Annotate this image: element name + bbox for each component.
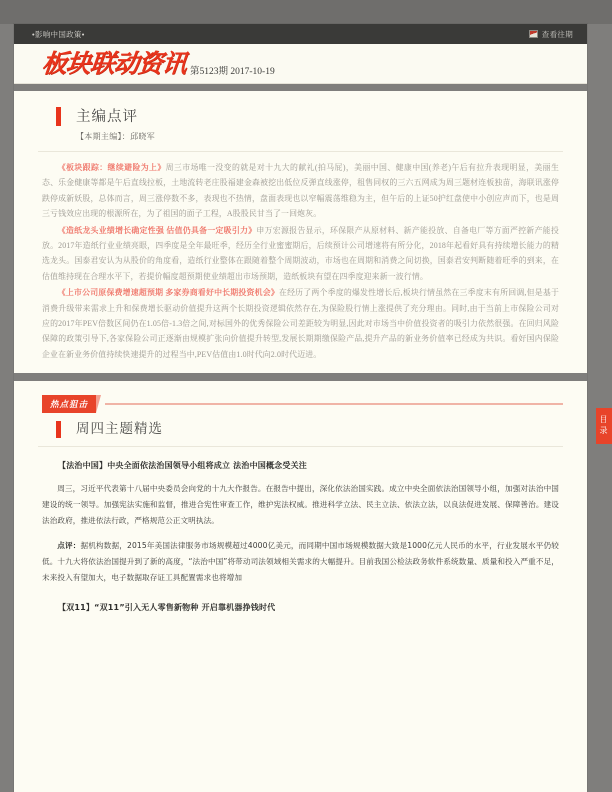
commentary-text: 周三市场唯一没变的就是对十九大的献礼(拍马屁)，美丽中国、健康中国(养老)午后有拉升表现明显，美丽生态、乐金健康等都是午后直线拉板，土地流转老庄股福建金森被挖出低位反弹直线涨停，租售同权的三六五网成为周三题材连板独苗，海联讯涨停跌停成新妖股，总体而言，周三涨停数不多，表现也不热情，盘面表现也以窄幅震荡维稳为主，但午后的上证50护红盘使中小创应声而下，也是周三亏钱效应出现的根源所在，为了祖国的面子工程，A股股民甘当了一回炮灰。 xyxy=(42,163,560,219)
article-item xyxy=(38,460,563,614)
article-comment xyxy=(42,538,559,587)
hot-topics-header xyxy=(38,395,563,413)
masthead xyxy=(14,44,587,84)
issue-number-date: 第5123期 2017-10-19 xyxy=(190,67,275,77)
comment-label: 点评： xyxy=(57,540,81,550)
view-archive-button[interactable] xyxy=(529,29,573,40)
commentary-title[interactable]: 《造纸龙头业绩增长确定性强 估值仍具备一定吸引力》 xyxy=(57,225,257,235)
editorial-card xyxy=(14,91,587,373)
comment-text: 据机构数据，2015年美国法律服务市场规模超过4000亿美元，而同期中国市场规模数据大致是1000亿元人民币的水平，行业发展水平仍较低。十九大将依法治国提升到了新的高度，“法治中国”将带动司法领域相关需求的大幅提升。目前我国公检法政务软件系统数量、质量和投入严重不足，未来投入有望加大，电子数据取存证工具配置需求也将增加 xyxy=(42,540,559,583)
hot-topics-card xyxy=(14,381,587,623)
commentary-title[interactable]: 《上市公司原保费增速超预期 多家券商看好中长期投资机会》 xyxy=(57,288,279,298)
commentary-title[interactable]: 《板块跟踪：继续避险为上》 xyxy=(57,163,166,172)
editorial-divider xyxy=(38,151,563,152)
article-body: 周三，习近平代表第十八届中央委员会向党的十九大作报告。在报告中提出，深化依法治国实践。成立中央全面依法治国领导小组，加强对法治中国建设的统一领导。加强宪法实施和监督，推进合宪性审查工作，维护宪法权威。推进科学立法、民主立法、依法立法，以良法促进发展、保障善治。建设法治政府，推进依法行政，严格规范公正文明执法。 xyxy=(42,483,559,526)
slogan-text: •影响中国政策• xyxy=(32,29,85,39)
left-gutter xyxy=(0,24,14,792)
badge-rule xyxy=(105,403,563,405)
editor-credit: 【本期主编】：邱晓军 xyxy=(76,132,155,141)
editorial-header xyxy=(38,105,563,142)
commentary-text: 申万宏源报告显示，环保限产从原材料、新产能投放、自备电厂等方面严控新产能投放。2017年造纸行业业绩亮眼，四季度是全年最旺季，经历全行业蜜蜜期后，后续预计公司增速将有所分化，2018年起看好具有持续增长能力的精选龙头。国泰君安认为从股价的角度看，造纸行业整体在跟随着整个周期波动，市场也在周期和消费之间切换，国泰君安判断随着旺季的到来，在估值维持现在合理水平下，若提价幅度超预期使业绩超出市场预期，造纸板块有望在四季度迎来新一波行情。 xyxy=(42,225,559,281)
toc-tab[interactable]: 目录 xyxy=(596,408,612,444)
masthead-divider xyxy=(14,84,587,91)
editorial-body xyxy=(38,160,563,362)
publication-logo[interactable]: 板块联动资讯 xyxy=(40,49,188,78)
archive-icon xyxy=(529,30,538,38)
page-title: 主编点评 xyxy=(76,109,138,125)
topic-header xyxy=(38,417,563,437)
utility-bar xyxy=(14,24,587,44)
commentary-paragraph xyxy=(42,160,559,222)
commentary-text: 在经历了两个季度的爆发性增长后,板块行情虽然在三季度末有所回调,但是基于消费升级带来需求上升和保费增长驱动价值提升这两个长期投资逻辑依然存在,为保险股行情上涨提供了充分理由。同时,由于当前上市保险公司对应的2017年PEV倍数区间仍在1.05倍-1.3倍之间,对标国外的优秀保险公司差距较为明显,因此对市场当中价值投资者的吸引力依然很强。在回归风险保障的政策引导下,各家保险公司正逐渐由规模扩张向价值提升转型,发展长期期缴保险产品,提升产品的新业务价值率已经成为共识。看好国内保险企业在新业务价值持续快速提升的过程当中,PEV估值由1.0时代向2.0时代迈进。 xyxy=(42,288,559,359)
view-archive-label: 查看往期 xyxy=(541,29,573,39)
topic-divider xyxy=(38,446,563,447)
status-badge: 热点狙击 xyxy=(42,395,96,413)
commentary-paragraph xyxy=(42,285,559,362)
commentary-paragraph xyxy=(42,223,559,285)
card-separator xyxy=(14,373,587,381)
red-accent-bar xyxy=(56,421,61,438)
red-accent-bar xyxy=(56,107,61,126)
window-top-strip xyxy=(0,0,612,24)
topic-title: 周四主题精选 xyxy=(76,420,163,436)
article-headline[interactable]: 【法治中国】中央全面依法治国领导小组将成立 法治中国概念受关注 xyxy=(58,460,307,470)
article-headline[interactable]: 【双11】“双11”引入无人零售新物种 开启靠机器挣钱时代 xyxy=(58,603,276,613)
newsletter-page xyxy=(14,24,587,792)
